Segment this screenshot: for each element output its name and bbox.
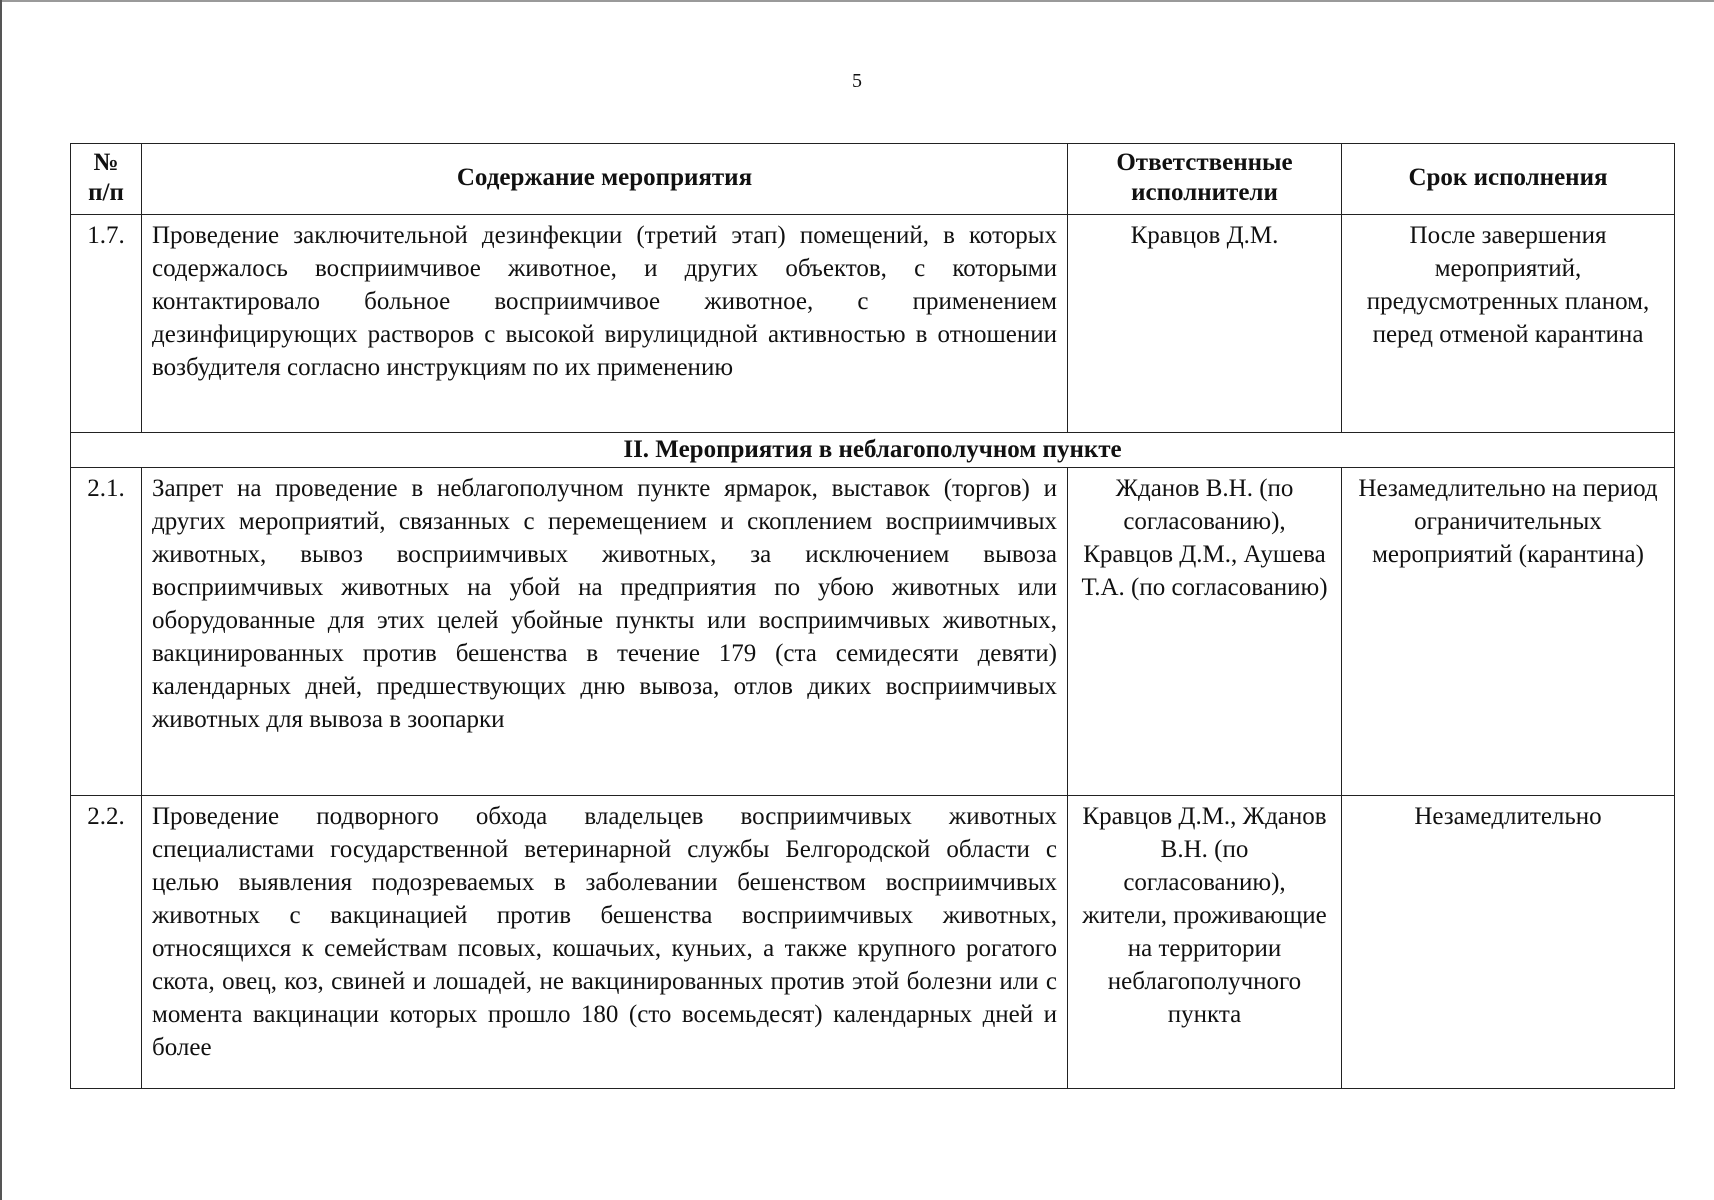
header-responsible: Ответственные исполнители (1068, 144, 1342, 215)
header-content: Содержание мероприятия (142, 144, 1068, 215)
row-responsible: Жданов В.Н. (по согласованию), Кравцов Д.М., Аушева Т.А. (по согласованию) (1068, 468, 1342, 796)
row-number: 2.2. (71, 796, 142, 1089)
scan-left-edge (0, 0, 2, 1200)
row-content: Проведение заключительной дезинфекции (третий этап) помещений, в которых содержалось восприимчивое животное, и других объектов, с которыми контактировало больное восприимчивое животное, с применением дезинфицирующих растворов с высокой вирулицидной активностью в отношении возбудителя согласно инструкциям по их применению (142, 215, 1068, 433)
row-number: 1.7. (71, 215, 142, 433)
header-deadline: Срок исполнения (1342, 144, 1675, 215)
scan-top-edge (0, 0, 1714, 2)
table-header-row (71, 144, 1675, 215)
section-heading: II. Мероприятия в неблагополучном пункте (71, 433, 1675, 468)
page-number: 5 (852, 70, 862, 92)
row-deadline: Незамедлительно (1342, 796, 1675, 1089)
row-number: 2.1. (71, 468, 142, 796)
table-row (71, 796, 1675, 1089)
table-row (71, 468, 1675, 796)
row-responsible: Кравцов Д.М., Жданов В.Н. (по согласованию), жители, проживающие на территории неблагополучного пункта (1068, 796, 1342, 1089)
header-number: № п/п (71, 144, 142, 215)
section-heading-row (71, 433, 1675, 468)
row-content: Запрет на проведение в неблагополучном пункте ярмарок, выставок (торгов) и других мероприятий, связанных с перемещением и скоплением восприимчивых животных, вывоз восприимчивых животных, за исключением вывоза восприимчивых животных на убой на предприятия по убою животных или оборудованные для этих целей убойные пункты или восприимчивых животных, вакцинированных против бешенства в течение 179 (ста семидесяти девяти) календарных дней, предшествующих дню вывоза, отлов диких восприимчивых животных для вывоза в зоопарки (142, 468, 1068, 796)
row-deadline: После завершения мероприятий, предусмотренных планом, перед отменой карантина (1342, 215, 1675, 433)
measures-table (70, 143, 1675, 1089)
row-deadline: Незамедлительно на период ограничительных мероприятий (карантина) (1342, 468, 1675, 796)
row-content: Проведение подворного обхода владельцев восприимчивых животных специалистами государственной ветеринарной службы Белгородской области с целью выявления подозреваемых в заболевании бешенством восприимчивых животных с вакцинацией против бешенства восприимчивых животных, относящихся к семействам псовых, кошачьих, куньих, а также крупного рогатого скота, овец, коз, свиней и лошадей, не вакцинированных против этой болезни или с момента вакцинации которых прошло 180 (сто восемьдесят) календарных дней и более (142, 796, 1068, 1089)
table-row (71, 215, 1675, 433)
row-responsible: Кравцов Д.М. (1068, 215, 1342, 433)
